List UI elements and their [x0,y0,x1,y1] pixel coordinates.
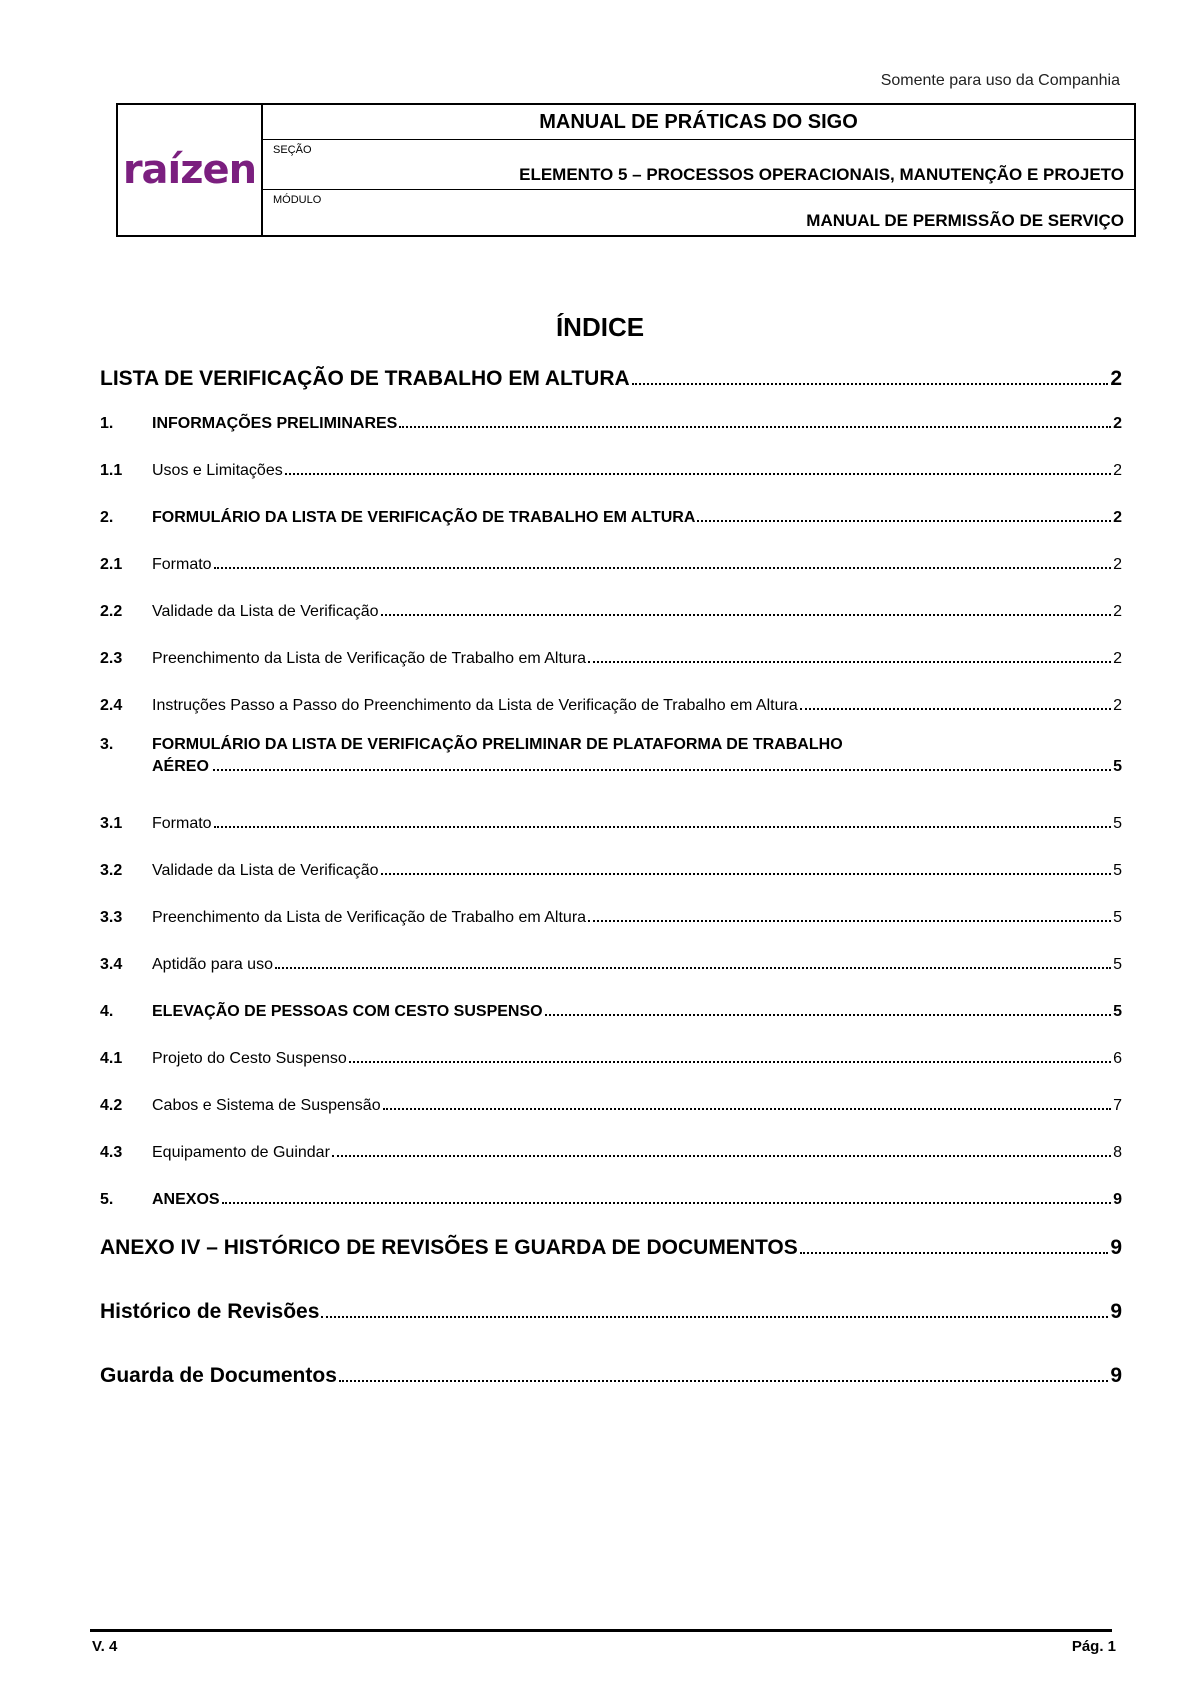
toc-entry-number: 4.1 [100,1050,123,1067]
toc-entry[interactable] [100,815,1122,833]
toc-entry-page: 5 [1113,758,1122,775]
toc-entry[interactable] [100,1144,1122,1162]
dot-leader [332,1155,1111,1157]
toc-entry-text: Instruções Passo a Passo do Preenchimento da Lista de Verificação de Trabalho em Altura [152,697,798,714]
toc-entry-page: 8 [1113,1144,1122,1161]
manual-title: MANUAL DE PRÁTICAS DO SIGO [263,105,1134,140]
toc-entry[interactable] [100,367,1122,391]
toc-entry[interactable] [100,1050,1122,1068]
dot-leader [222,1202,1112,1204]
version-label: V. 4 [92,1638,118,1655]
toc-entry[interactable] [100,956,1122,974]
toc-entry-text-line2: AÉREO [152,758,209,775]
toc-entry-number: 2.3 [100,650,123,667]
module-row [263,190,1134,235]
confidentiality-notice: Somente para uso da Companhia [880,72,1120,89]
toc-entry[interactable] [100,1003,1122,1021]
section-row [263,140,1134,190]
toc-entry-text: FORMULÁRIO DA LISTA DE VERIFICAÇÃO DE TRABALHO EM ALTURA [152,509,696,526]
toc-entry-number: 5. [100,1191,114,1208]
toc-entry-number: 2. [100,509,114,526]
dot-leader [214,826,1112,828]
toc-entry[interactable] [100,1364,1122,1388]
page-number: Pág. 1 [1071,1638,1116,1655]
dot-leader [275,967,1111,969]
toc-entry-text: INFORMAÇÕES PRELIMINARES [152,415,398,432]
toc-entry-page: 2 [1113,415,1122,432]
toc-entry-page: 2 [1113,462,1122,479]
toc-entry-page: 2 [1113,509,1122,526]
toc-entry-number: 4.2 [100,1097,123,1114]
toc-entry-page: 5 [1113,1003,1122,1020]
toc-entry-page: 9 [1110,1364,1122,1387]
toc-entry[interactable] [100,1236,1122,1260]
toc-entry[interactable] [100,650,1122,668]
header-info [263,105,1134,235]
dot-leader [545,1014,1112,1016]
toc-entry-text: Preenchimento da Lista de Verificação de Trabalho em Altura [152,650,587,667]
dot-leader [381,614,1112,616]
toc-entry-number: 3.3 [100,909,123,926]
toc-entry[interactable] [100,862,1122,880]
dot-leader [588,920,1111,922]
toc-entry[interactable] [100,415,1122,433]
toc-entry-number: 3.1 [100,815,123,832]
module-label: MÓDULO [273,194,322,206]
toc-entry-text: Cabos e Sistema de Suspensão [152,1097,381,1114]
dot-leader [321,1316,1108,1318]
toc-entry-number: 2.1 [100,556,123,573]
toc-entry-number: 3.2 [100,862,123,879]
toc-entry-text: LISTA DE VERIFICAÇÃO DE TRABALHO EM ALTURA [100,367,630,390]
toc-entry-page: 9 [1113,1191,1122,1208]
toc-entry-number: 4. [100,1003,114,1020]
toc-entry[interactable] [100,1300,1122,1324]
toc-entry[interactable] [100,1191,1122,1209]
toc-entry-text: Preenchimento da Lista de Verificação de Trabalho em Altura [152,909,587,926]
toc-entry-page: 9 [1110,1236,1122,1259]
toc-entry-number: 3.4 [100,956,123,973]
dot-leader [800,1252,1109,1254]
toc-entry[interactable] [100,736,1122,776]
toc-entry-page: 7 [1113,1097,1122,1114]
toc-entry-text: Validade da Lista de Verificação [152,862,379,879]
toc-entry-text: ELEVAÇÃO DE PESSOAS COM CESTO SUSPENSO [152,1003,543,1020]
toc-entry-page: 2 [1113,556,1122,573]
document-header-table [116,103,1136,237]
dot-leader [399,426,1111,428]
toc-entry-number: 3. [100,736,114,753]
toc-entry-text: ANEXO IV – HISTÓRICO DE REVISÕES E GUARDA DE DOCUMENTOS [100,1236,798,1259]
toc-entry-page: 2 [1113,650,1122,667]
toc-entry-page: 5 [1113,956,1122,973]
toc-entry-text: Aptidão para uso [152,956,273,973]
toc-entry-text: Formato [152,556,212,573]
toc-entry-number: 2.2 [100,603,123,620]
toc-entry[interactable] [100,462,1122,480]
dot-leader [697,520,1111,522]
toc-entry[interactable] [100,509,1122,527]
section-value: ELEMENTO 5 – PROCESSOS OPERACIONAIS, MANUTENÇÃO E PROJETO [519,165,1124,184]
toc-entry-text: Histórico de Revisões [100,1300,320,1323]
toc-entry-text-line1: FORMULÁRIO DA LISTA DE VERIFICAÇÃO PRELIMINAR DE PLATAFORMA DE TRABALHO [152,736,843,753]
toc-entry-text: Formato [152,815,212,832]
dot-leader [588,661,1111,663]
toc-entry-number: 2.4 [100,697,123,714]
logo-cell [118,105,263,235]
toc-entry-text: Projeto do Cesto Suspenso [152,1050,347,1067]
dot-leader [339,1380,1108,1382]
toc-entry-page: 9 [1110,1300,1122,1323]
dot-leader [632,383,1109,385]
dot-leader [349,1061,1111,1063]
toc-entry-text: Validade da Lista de Verificação [152,603,379,620]
toc-entry-text: ANEXOS [152,1191,220,1208]
dot-leader [214,567,1112,569]
toc-entry-number: 1.1 [100,462,123,479]
section-label: SEÇÃO [273,144,312,156]
toc-entry-page: 5 [1113,815,1122,832]
toc-entry-page: 2 [1113,603,1122,620]
toc-entry-text: Usos e Limitações [152,462,283,479]
dot-leader [213,769,1111,771]
dot-leader [381,873,1112,875]
toc-entry-number: 4.3 [100,1144,123,1161]
toc-entry-page: 2 [1110,367,1122,390]
footer-divider [90,1629,1112,1632]
toc-entry[interactable] [100,909,1122,927]
toc-entry-text: Equipamento de Guindar [152,1144,330,1161]
toc-entry[interactable] [100,1097,1122,1115]
index-title: ÍNDICE [555,312,645,342]
raizen-logo: raízen [122,147,257,193]
toc-entry-text: Guarda de Documentos [100,1364,337,1387]
toc-entry-page: 5 [1113,909,1122,926]
toc-entry-page: 6 [1113,1050,1122,1067]
toc-entry[interactable] [100,556,1122,574]
dot-leader [800,708,1111,710]
toc-entry[interactable] [100,603,1122,621]
toc-entry-page: 5 [1113,862,1122,879]
dot-leader [383,1108,1112,1110]
toc-entry[interactable] [100,697,1122,715]
toc-entry-number: 1. [100,415,114,432]
module-value: MANUAL DE PERMISSÃO DE SERVIÇO [806,211,1124,230]
toc-entry-page: 2 [1113,697,1122,714]
dot-leader [285,473,1111,475]
